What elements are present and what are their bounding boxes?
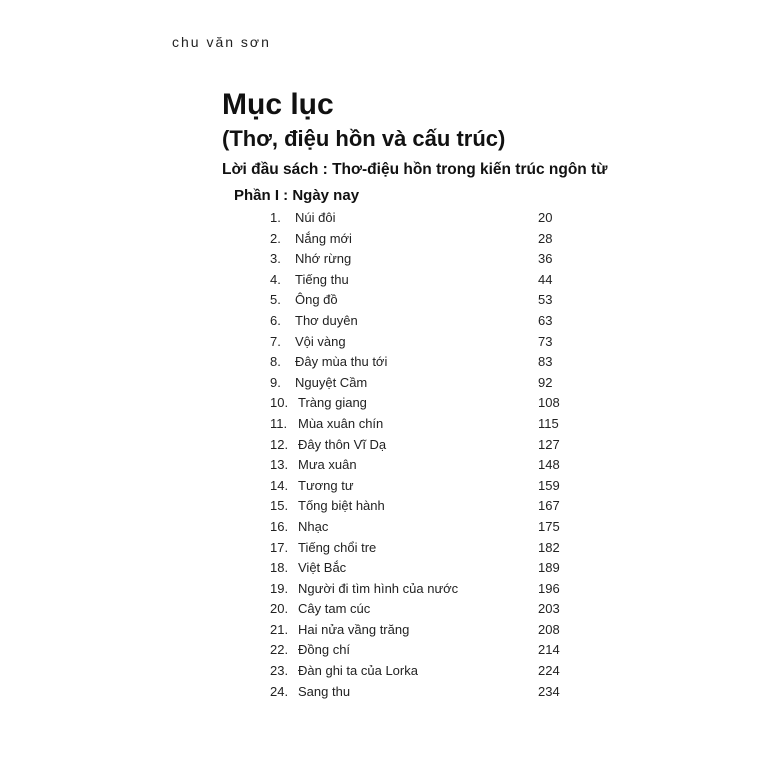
toc-item-page: 234	[538, 683, 560, 699]
toc-item-page: 167	[538, 498, 560, 514]
toc-item	[262, 249, 572, 270]
toc-item-title: Sang thu	[298, 683, 351, 699]
toc-item-number: 18.	[270, 560, 289, 576]
toc-item	[262, 579, 572, 600]
toc-item-number: 8.	[270, 354, 281, 370]
toc-item-number: 11.	[270, 415, 288, 431]
toc-item-number: 16.	[270, 518, 289, 534]
toc-item	[262, 517, 572, 538]
toc-item	[262, 435, 572, 456]
foreword-entry: Lời đầu sách : Thơ-điệu hồn trong kiến trúc ngôn từ	[222, 161, 608, 178]
toc-item-page: 63	[538, 312, 553, 328]
toc-item-page: 44	[538, 271, 553, 287]
toc-item-page: 214	[538, 642, 560, 658]
toc-item-title: Nhạc	[298, 518, 329, 534]
toc-item-title: Đồng chí	[298, 642, 351, 658]
toc-item-page: 108	[538, 395, 560, 411]
toc-item	[262, 476, 572, 497]
toc-item	[262, 496, 572, 517]
toc-item-title: Việt Bắc	[298, 560, 347, 576]
toc-item-page: 92	[538, 374, 553, 390]
toc-item	[262, 393, 572, 414]
toc-item-number: 10.	[270, 395, 289, 411]
toc-item-page: 159	[538, 477, 560, 493]
toc-item-number: 4.	[270, 271, 281, 287]
toc-item-page: 189	[538, 560, 560, 576]
toc-item-page: 208	[538, 621, 560, 637]
toc-item-page: 36	[538, 251, 553, 267]
section-heading: Phần I : Ngày nay	[234, 187, 360, 204]
toc-item-page: 20	[538, 210, 553, 225]
toc-item	[262, 229, 572, 250]
page-title: Mục lục	[222, 88, 334, 121]
toc-item-title: Tràng giang	[298, 395, 367, 411]
toc-item-title: Đây mùa thu tới	[295, 354, 388, 370]
toc-item-title: Nắng mới	[295, 230, 352, 246]
toc-item-title: Nguyệt Cầm	[295, 374, 368, 390]
toc-item-page: 53	[538, 292, 553, 308]
toc-item-title: Vội vàng	[295, 333, 346, 349]
toc-item-number: 1.	[270, 210, 281, 225]
toc-item-title: Tiếng thu	[295, 271, 349, 287]
toc-item	[262, 599, 572, 620]
toc-item-number: 12.	[270, 436, 289, 452]
toc-item-page: 73	[538, 333, 553, 349]
toc-item-page: 203	[538, 601, 560, 617]
toc-item-page: 175	[538, 518, 560, 534]
toc-item-title: Cây tam cúc	[298, 601, 371, 617]
toc-item-page: 83	[538, 354, 553, 370]
toc-item-title: Mưa xuân	[298, 457, 357, 473]
toc-item-number: 13.	[270, 457, 289, 473]
toc-item	[262, 352, 572, 373]
toc-item-number: 5.	[270, 292, 281, 308]
toc-item	[262, 332, 572, 353]
toc-item-number: 22.	[270, 642, 289, 658]
toc-item	[262, 620, 572, 641]
toc-item-title: Người đi tìm hình của nước	[298, 580, 459, 596]
toc-item-title: Tiếng chổi tre	[298, 539, 377, 555]
toc-item-title: Đây thôn Vĩ Dạ	[298, 436, 387, 452]
toc-item	[262, 538, 572, 559]
toc-item-number: 15.	[270, 498, 289, 514]
toc-item-title: Ông đồ	[295, 292, 338, 308]
toc-item	[262, 311, 572, 332]
toc-item-number: 14.	[270, 477, 289, 493]
toc-item-page: 115	[538, 415, 559, 431]
toc-item-number: 9.	[270, 374, 281, 390]
toc-item-page: 224	[538, 663, 560, 679]
toc-item-title: Tương tư	[298, 477, 354, 493]
toc-item-page: 28	[538, 230, 553, 246]
toc-item-number: 19.	[270, 580, 289, 596]
toc-item-number: 7.	[270, 333, 281, 349]
author-name: chu văn sơn	[172, 34, 271, 50]
toc-item-page: 127	[538, 436, 560, 452]
toc-item	[262, 661, 572, 682]
toc-list	[262, 208, 572, 702]
toc-item-number: 17.	[270, 539, 289, 555]
toc-item-title: Đàn ghi ta của Lorka	[298, 663, 418, 679]
toc-item-number: 2.	[270, 230, 281, 246]
toc-item	[262, 682, 572, 703]
toc-item-number: 21.	[270, 621, 289, 637]
toc-item-page: 182	[538, 539, 560, 555]
toc-item	[262, 558, 572, 579]
toc-item-page: 196	[538, 580, 560, 596]
toc-item-title: Mùa xuân chín	[298, 415, 384, 431]
toc-item-title: Thơ duyên	[295, 312, 358, 328]
toc-item-number: 3.	[270, 251, 281, 267]
toc-item	[262, 270, 572, 291]
page-subtitle: (Thơ, điệu hồn và cấu trúc)	[222, 126, 506, 151]
toc-item-title: Tống biệt hành	[298, 498, 385, 514]
toc-item	[262, 373, 572, 394]
toc-item	[262, 414, 572, 435]
toc-item	[262, 640, 572, 661]
toc-item-number: 24.	[270, 683, 289, 699]
toc-item-number: 23.	[270, 663, 289, 679]
toc-item-number: 20.	[270, 601, 289, 617]
toc-item-number: 6.	[270, 312, 281, 328]
toc-item	[262, 208, 572, 229]
toc-item-page: 148	[538, 457, 560, 473]
toc-item-title: Núi đôi	[295, 210, 336, 225]
toc-item-title: Hai nửa vầng trăng	[298, 621, 410, 637]
toc-item	[262, 290, 572, 311]
toc-item-title: Nhớ rừng	[295, 251, 352, 267]
toc-item	[262, 455, 572, 476]
